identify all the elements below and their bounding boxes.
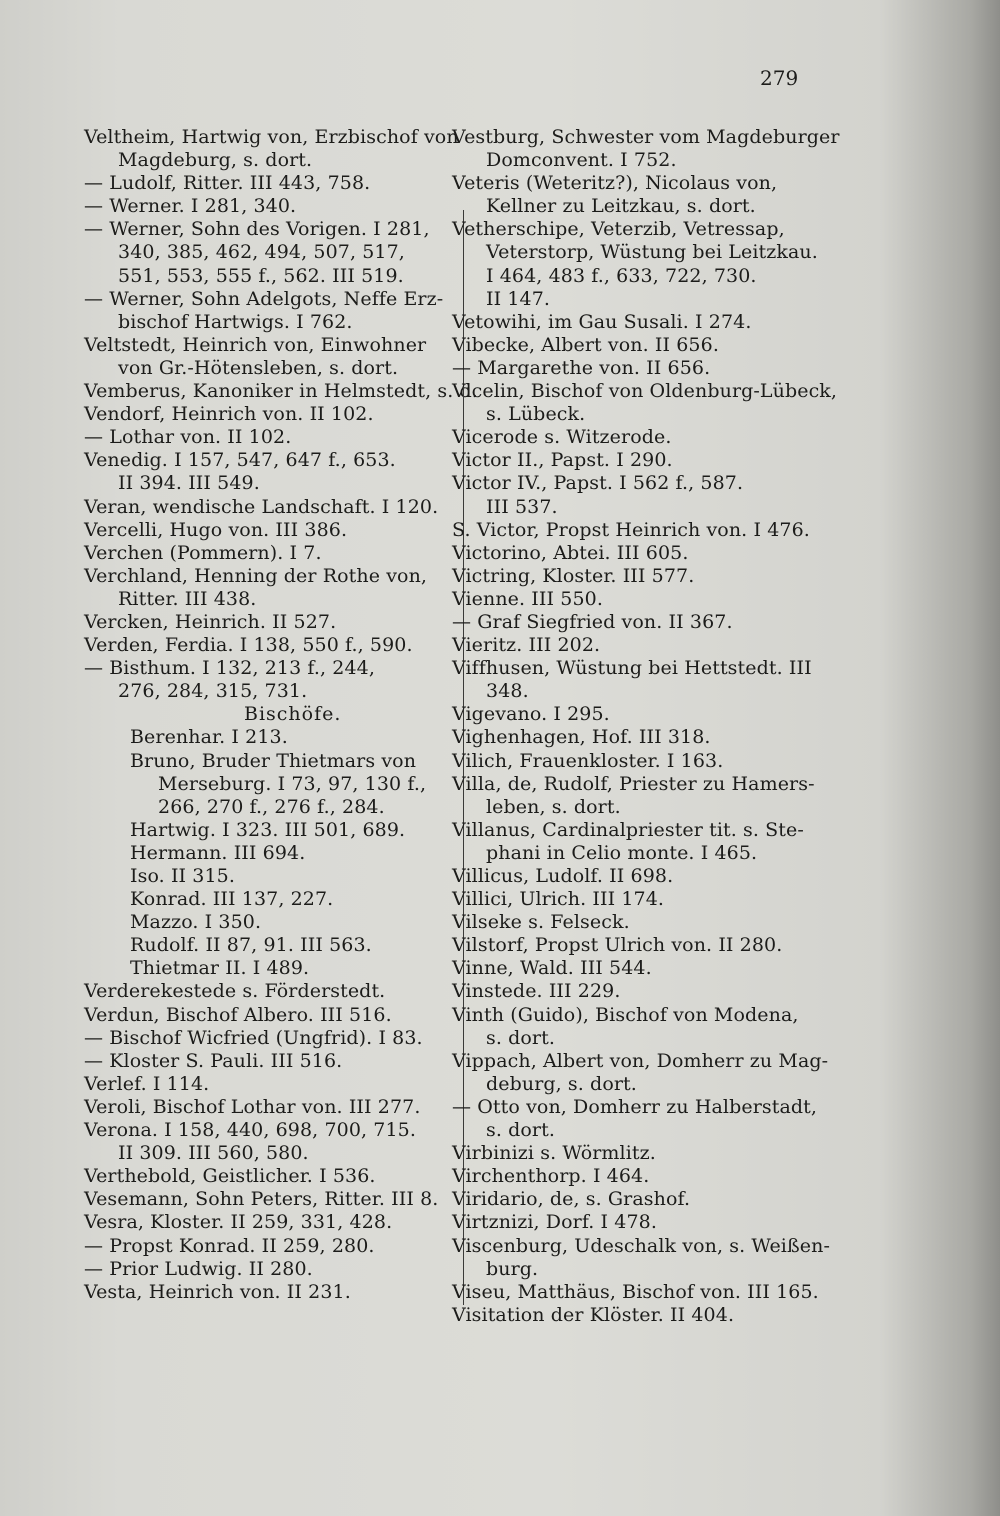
index-line: — Bisthum. I 132, 213 f., 244, (84, 657, 376, 680)
index-line: — Bischof Wicfried (Ungfrid). I 83. (84, 1026, 423, 1049)
section-heading: Bischöfe. (244, 703, 342, 726)
index-line: — Otto von, Domherr zu Halberstadt, (452, 1095, 818, 1118)
index-line: — Lothar von. II 102. (84, 426, 292, 449)
index-line: Villici, Ulrich. III 174. (452, 888, 665, 911)
index-line: Verdun, Bischof Albero. III 516. (84, 1003, 392, 1026)
index-line: s. dort. (486, 1026, 555, 1049)
index-line: II 147. (486, 287, 551, 310)
index-line: Vendorf, Heinrich von. II 102. (84, 403, 374, 426)
index-line: Victorino, Abtei. III 605. (452, 541, 689, 564)
index-line: Vilstorf, Propst Ulrich von. II 280. (452, 934, 783, 957)
index-line: Villanus, Cardinalpriester tit. s. Ste- (452, 818, 804, 841)
index-line: bischof Hartwigs. I 762. (118, 310, 353, 333)
index-line: Vesemann, Sohn Peters, Ritter. III 8. (84, 1188, 439, 1211)
index-line: Verchland, Henning der Rothe von, (84, 564, 428, 587)
index-line: Virchenthorp. I 464. (452, 1165, 650, 1188)
index-line: 551, 553, 555 f., 562. III 519. (118, 264, 404, 287)
index-line: Vienne. III 550. (452, 587, 603, 610)
index-line: Vigevano. I 295. (452, 703, 610, 726)
index-line: Magdeburg, s. dort. (118, 149, 313, 172)
index-line: Vetherschipe, Veterzib, Vetressap, (452, 218, 785, 241)
index-line: Rudolf. II 87, 91. III 563. (130, 934, 372, 957)
index-line: Victor II., Papst. I 290. (452, 449, 673, 472)
index-line: Viridario, de, s. Grashof. (452, 1188, 691, 1211)
index-line: — Kloster S. Pauli. III 516. (84, 1049, 343, 1072)
index-line: S. Victor, Propst Heinrich von. I 476. (452, 518, 810, 541)
index-line: s. dort. (486, 1119, 555, 1142)
index-line: Ritter. III 438. (118, 587, 257, 610)
index-line: Vibecke, Albert von. II 656. (452, 333, 719, 356)
index-line: II 309. III 560, 580. (118, 1142, 309, 1165)
index-line: Visitation der Klöster. II 404. (452, 1303, 735, 1326)
index-line: Viseu, Matthäus, Bischof von. III 165. (452, 1280, 819, 1303)
left-column (84, 126, 478, 1304)
index-line: Verderekestede s. Förderstedt. (84, 980, 386, 1003)
index-line: Viffhusen, Wüstung bei Hettstedt. III (452, 657, 812, 680)
index-line: Veterstorp, Wüstung bei Leitzkau. (486, 241, 818, 264)
index-line: Verlef. I 114. (84, 1072, 210, 1095)
index-line: Vippach, Albert von, Domherr zu Mag- (452, 1049, 829, 1072)
index-line: Virtznizi, Dorf. I 478. (452, 1211, 658, 1234)
index-line: Vinstede. III 229. (452, 980, 621, 1003)
index-line: Vieritz. III 202. (452, 634, 601, 657)
index-line: Villa, de, Rudolf, Priester zu Hamers- (452, 772, 815, 795)
index-line: Vinth (Guido), Bischof von Modena, (452, 1003, 799, 1026)
index-line: Domconvent. I 752. (486, 149, 677, 172)
index-line: 266, 270 f., 276 f., 284. (158, 795, 385, 818)
index-line: — Graf Siegfried von. II 367. (452, 610, 733, 633)
index-line: Vercelli, Hugo von. III 386. (84, 518, 348, 541)
index-line: Virbinizi s. Wörmlitz. (452, 1142, 656, 1165)
index-line: phani in Celio monte. I 465. (486, 841, 758, 864)
index-line: Vesra, Kloster. II 259, 331, 428. (84, 1211, 393, 1234)
index-line: Vestburg, Schwester vom Magdeburger (452, 126, 840, 148)
right-column (452, 126, 840, 1327)
index-line: III 537. (486, 495, 558, 518)
index-line: Hartwig. I 323. III 501, 689. (130, 818, 406, 841)
index-line: — Propst Konrad. II 259, 280. (84, 1234, 375, 1257)
index-line: — Werner. I 281, 340. (84, 195, 297, 218)
index-line: Vicelin, Bischof von Oldenburg-Lübeck, (452, 380, 838, 403)
index-line: Kellner zu Leitzkau, s. dort. (486, 195, 756, 218)
index-line: Vighenhagen, Hof. III 318. (452, 726, 711, 749)
index-line: Merseburg. I 73, 97, 130 f., (158, 772, 427, 795)
index-line: Veltstedt, Heinrich von, Einwohner (84, 333, 427, 356)
index-line: Veran, wendische Landschaft. I 120. (84, 495, 439, 518)
index-line: Verchen (Pommern). I 7. (84, 541, 322, 564)
index-line: leben, s. dort. (486, 795, 621, 818)
index-line: II 394. III 549. (118, 472, 260, 495)
index-line: — Werner, Sohn des Vorigen. I 281, (84, 218, 430, 241)
index-line: Thietmar II. I 489. (130, 957, 310, 980)
index-line: — Ludolf, Ritter. III 443, 758. (84, 172, 371, 195)
index-line: Verona. I 158, 440, 698, 700, 715. (84, 1119, 417, 1142)
index-line: I 464, 483 f., 633, 722, 730. (486, 264, 757, 287)
index-line: burg. (486, 1257, 539, 1280)
index-line: Verthebold, Geistlicher. I 536. (84, 1165, 376, 1188)
index-line: Victor IV., Papst. I 562 f., 587. (452, 472, 744, 495)
index-line: Vilich, Frauenkloster. I 163. (452, 749, 724, 772)
index-line: von Gr.-Hötensleben, s. dort. (118, 356, 399, 379)
index-line: Konrad. III 137, 227. (130, 888, 334, 911)
index-line: Vicerode s. Witzerode. (452, 426, 672, 449)
index-line: Veltheim, Hartwig von, Erzbischof von (84, 126, 459, 148)
index-line: 348. (486, 680, 529, 703)
index-line: Bruno, Bruder Thietmars von (130, 749, 417, 772)
index-line: Villicus, Ludolf. II 698. (452, 865, 674, 887)
index-line: Mazzo. I 350. (130, 911, 262, 934)
index-line: Vetowihi, im Gau Susali. I 274. (452, 310, 752, 333)
index-line: Vesta, Heinrich von. II 231. (84, 1280, 351, 1303)
index-line: Vemberus, Kanoniker in Helmstedt, s. d. (84, 380, 478, 403)
page-number: 279 (760, 66, 799, 90)
index-line: 340, 385, 462, 494, 507, 517, (118, 241, 405, 264)
index-line: — Werner, Sohn Adelgots, Neffe Erz- (84, 287, 444, 310)
index-line: Verden, Ferdia. I 138, 550 f., 590. (84, 634, 413, 657)
index-line: 276, 284, 315, 731. (118, 680, 308, 703)
index-line: Victring, Kloster. III 577. (452, 564, 695, 587)
index-line: Vinne, Wald. III 544. (452, 957, 652, 980)
index-line: Vercken, Heinrich. II 527. (84, 610, 337, 633)
index-line: Hermann. III 694. (130, 841, 306, 864)
index-line: Venedig. I 157, 547, 647 f., 653. (84, 449, 396, 472)
index-line: — Prior Ludwig. II 280. (84, 1257, 313, 1280)
index-line: Berenhar. I 213. (130, 726, 288, 749)
index-line: deburg, s. dort. (486, 1072, 637, 1095)
index-line: Veroli, Bischof Lothar von. III 277. (84, 1095, 421, 1118)
index-line: Viscenburg, Udeschalk von, s. Weißen- (452, 1234, 830, 1257)
index-line: Vilseke s. Felseck. (452, 911, 630, 934)
index-line: Iso. II 315. (130, 865, 235, 887)
index-line: s. Lübeck. (486, 403, 586, 426)
index-line: Veteris (Weteritz?), Nicolaus von, (452, 172, 778, 195)
index-line: — Margarethe von. II 656. (452, 356, 711, 379)
